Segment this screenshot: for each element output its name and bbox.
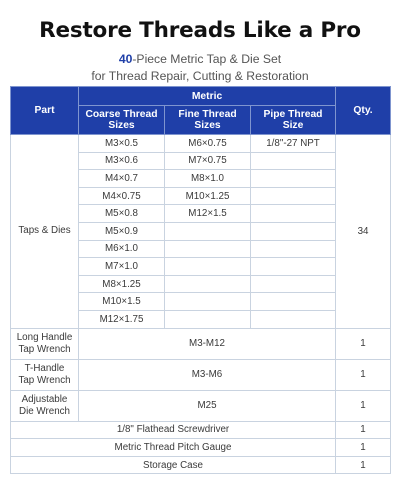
pipe-size — [251, 293, 336, 311]
header-fine-line2: Sizes — [194, 120, 221, 131]
coarse-size: M5×0.8 — [79, 205, 165, 223]
header-coarse — [79, 106, 165, 135]
pipe-size — [251, 170, 336, 188]
table-row — [11, 456, 391, 474]
table-row — [11, 135, 391, 153]
coarse-size: M4×0.75 — [79, 187, 165, 205]
fine-size — [165, 310, 251, 328]
fine-size — [165, 293, 251, 311]
header-coarse-line2: Sizes — [108, 120, 135, 131]
die-wrench-line2: Die Wrench — [19, 405, 70, 417]
pipe-size — [251, 187, 336, 205]
header-pipe-line2: Size — [282, 120, 304, 131]
qty-taps-dies: 34 — [336, 135, 391, 329]
row-header-die-wrench — [11, 390, 79, 421]
t-handle-range: M3-M6 — [79, 359, 336, 390]
long-handle-line1: Long Handle — [16, 331, 73, 343]
spec-table — [10, 86, 391, 474]
qty-t-handle: 1 — [336, 359, 391, 390]
fine-size: M12×1.5 — [165, 205, 251, 223]
qty-long-handle: 1 — [336, 328, 391, 359]
header-row-1 — [11, 87, 391, 106]
t-handle-line2: Tap Wrench — [18, 374, 71, 386]
page-title: Restore Threads Like a Pro — [39, 18, 361, 43]
item-storage-case: Storage Case — [11, 456, 336, 474]
header-fine — [165, 106, 251, 135]
item-pitch-gauge: Metric Thread Pitch Gauge — [11, 439, 336, 457]
table-row — [11, 421, 391, 439]
table-row — [11, 439, 391, 457]
die-wrench-size: M25 — [79, 390, 336, 421]
qty-screwdriver: 1 — [336, 421, 391, 439]
pipe-size — [251, 240, 336, 258]
qty-pitch-gauge: 1 — [336, 439, 391, 457]
fine-size — [165, 222, 251, 240]
fine-size: M6×0.75 — [165, 135, 251, 153]
coarse-size: M3×0.5 — [79, 135, 165, 153]
fine-size: M8×1.0 — [165, 170, 251, 188]
item-screwdriver: 1/8" Flathead Screwdriver — [11, 421, 336, 439]
fine-size — [165, 275, 251, 293]
subtitle-text: -Piece Metric Tap & Die Set — [132, 52, 282, 66]
header-metric: Metric — [79, 87, 336, 106]
pipe-size: 1/8"-27 NPT — [251, 135, 336, 153]
qty-die-wrench: 1 — [336, 390, 391, 421]
subtitle-line-2: for Thread Repair, Cutting & Restoration — [91, 69, 309, 83]
header-fine-line1: Fine Thread — [178, 109, 237, 120]
piece-count: 40 — [118, 52, 133, 66]
row-header-t-handle — [11, 359, 79, 390]
coarse-size: M10×1.5 — [79, 293, 165, 311]
pipe-size — [251, 222, 336, 240]
pipe-size — [251, 152, 336, 170]
header-pipe — [251, 106, 336, 135]
fine-size — [165, 240, 251, 258]
coarse-size: M12×1.75 — [79, 310, 165, 328]
row-header-taps-dies: Taps & Dies — [11, 135, 79, 329]
die-wrench-line1: Adjustable — [21, 393, 68, 405]
table-row — [11, 359, 391, 390]
header-coarse-line1: Coarse Thread — [85, 109, 158, 120]
coarse-size: M5×0.9 — [79, 222, 165, 240]
coarse-size: M6×1.0 — [79, 240, 165, 258]
t-handle-line1: T-Handle — [24, 362, 65, 374]
coarse-size: M8×1.25 — [79, 275, 165, 293]
qty-storage-case: 1 — [336, 456, 391, 474]
coarse-size: M4×0.7 — [79, 170, 165, 188]
pipe-size — [251, 310, 336, 328]
table-row — [11, 328, 391, 359]
row-header-long-handle — [11, 328, 79, 359]
header-pipe-line1: Pipe Thread — [263, 109, 323, 120]
pipe-size — [251, 205, 336, 223]
fine-size — [165, 258, 251, 276]
coarse-size: M3×0.6 — [79, 152, 165, 170]
long-handle-range: M3-M12 — [79, 328, 336, 359]
header-qty: Qty. — [336, 87, 391, 135]
coarse-size: M7×1.0 — [79, 258, 165, 276]
table-row — [11, 390, 391, 421]
fine-size: M10×1.25 — [165, 187, 251, 205]
subtitle-line-1 — [0, 52, 400, 66]
fine-size: M7×0.75 — [165, 152, 251, 170]
pipe-size — [251, 258, 336, 276]
long-handle-line2: Tap Wrench — [18, 343, 71, 355]
pipe-size — [251, 275, 336, 293]
header-part: Part — [11, 87, 79, 135]
